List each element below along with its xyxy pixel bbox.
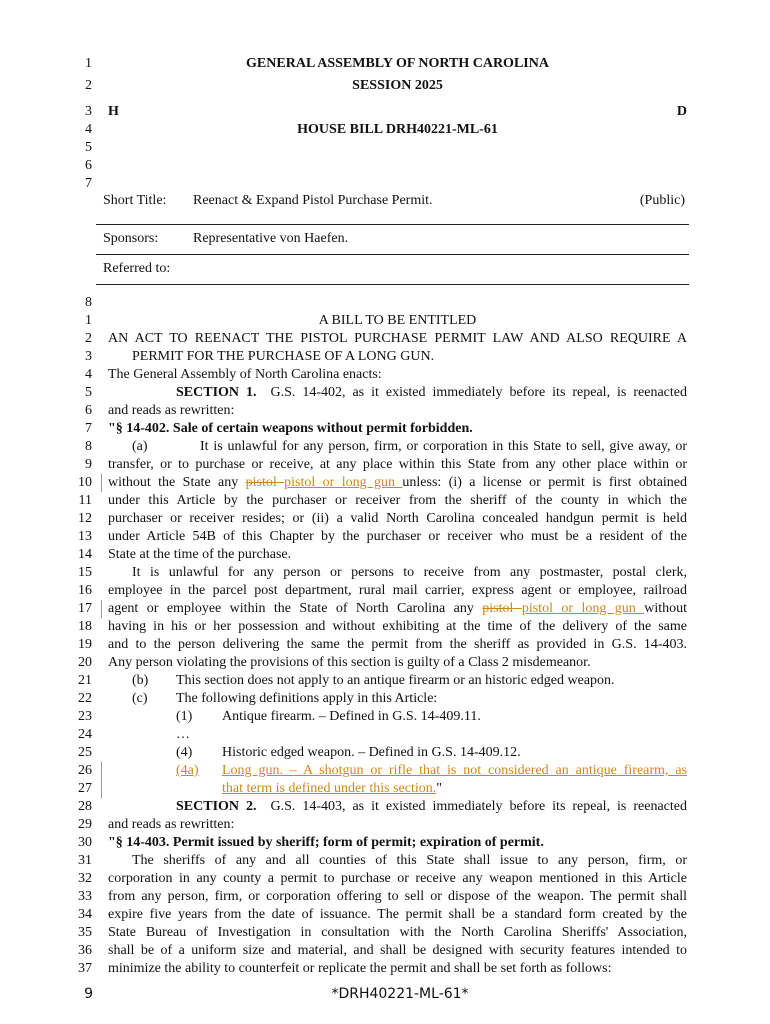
definition-tag: (4) (176, 745, 193, 760)
section-1-label: SECTION 1. (176, 385, 257, 400)
line-number: 7 (85, 421, 92, 436)
short-title-value: Reenact & Expand Pistol Purchase Permit. (193, 193, 433, 208)
text-line: shall be of a uniform size and material, and shall be designed with security features intended to (108, 943, 687, 958)
text-line: It is unlawful for any person or persons to receive from any postmaster, postal clerk, (132, 565, 687, 580)
section-2-text: G.S. 14-403, as it existed immediately before its repeal, is reenacted (270, 799, 687, 814)
line-number: 31 (78, 853, 92, 868)
line-number: 9 (85, 457, 92, 472)
short-title-type: (Public) (639, 193, 685, 208)
line-number: 1 (85, 313, 92, 328)
inserted-text: pistol or long gun (284, 475, 403, 490)
statute-heading: "§ 14-402. Sale of certain weapons without permit forbidden. (108, 421, 473, 436)
subsection-text: This section does not apply to an antique firearm or an historic edged weapon. (176, 673, 615, 688)
meta-divider (96, 254, 689, 255)
deleted-text: pistol (245, 475, 285, 490)
line-number: 24 (78, 727, 92, 742)
definition-text: Historic edged weapon. – Defined in G.S. 14-409.12. (222, 745, 521, 760)
definition-line-new-cont (222, 780, 687, 798)
text-line: expire five years from the date of issuance. The permit shall be a standard form created by the (108, 907, 687, 922)
text-line: under this Article by the purchaser or receiver from the sheriff of the county in which the (108, 493, 687, 508)
line-number: 33 (78, 889, 92, 904)
definition-line-new (176, 762, 687, 780)
text-fragment: agent or employee within the State of North Carolina any (108, 601, 483, 616)
line-number: 20 (78, 655, 92, 670)
page-number: 9 (84, 986, 93, 1002)
line-number: 8 (85, 295, 92, 310)
line-number: 6 (85, 158, 92, 173)
subsection-text: The following definitions apply in this Article: (176, 691, 438, 706)
line-number: 28 (78, 799, 92, 814)
subsection-tag: (c) (132, 691, 148, 706)
text-line: corporation in any county a permit to purchase or receive any weapon mentioned in this Article (108, 871, 687, 886)
text-line: from any person, firm, or corporation offering to sell or dispose of the weapon. The permit shall (108, 889, 687, 904)
section-2-line (176, 798, 687, 816)
section-1-text: G.S. 14-402, as it existed immediately before its repeal, is reenacted (270, 385, 687, 400)
line-number: 15 (78, 565, 92, 580)
line-number: 4 (85, 122, 92, 137)
subsection-tag: (b) (132, 673, 149, 688)
short-title-label: Short Title: (103, 193, 167, 208)
meta-divider (96, 284, 689, 285)
text-line: State Bureau of Investigation in consultation with the North Carolina Sheriffs' Association, (108, 925, 687, 940)
subsection-tag: (a) (132, 439, 148, 454)
definition-text: Antique firearm. – Defined in G.S. 14-409.11. (222, 709, 481, 724)
line-number: 7 (85, 176, 92, 191)
chamber-left: H (108, 104, 119, 119)
document-id: *DRH40221-ML-61* (331, 986, 469, 1002)
line-number: 25 (78, 745, 92, 760)
line-number: 22 (78, 691, 92, 706)
line-number: 11 (78, 493, 92, 508)
text-fragment: unless: (i) a license or permit is first obtained (402, 475, 688, 490)
bill-heading: A BILL TO BE ENTITLED (318, 313, 477, 328)
line-number: 26 (78, 763, 92, 778)
sponsors-label: Sponsors: (103, 231, 159, 246)
line-number: 29 (78, 817, 92, 832)
section-2-label: SECTION 2. (176, 799, 257, 814)
subsection-b-line (132, 672, 687, 690)
text-line: and reads as rewritten: (108, 403, 235, 418)
text-line: and to the person delivering the same the permit from the sheriff as provided in G.S. 14-403. (108, 637, 687, 652)
text-line: transfer, or to purchase or receive, at any place within this State from any other place within or (108, 457, 687, 472)
line-number: 32 (78, 871, 92, 886)
line-number: 27 (78, 781, 92, 796)
bill-id: HOUSE BILL DRH40221-ML-61 (297, 122, 498, 137)
text-line: The sheriffs of any and all counties of this State shall issue to any person, firm, or (132, 853, 687, 868)
subsection-text: It is unlawful for any person, firm, or corporation in this State to sell, give away, or (200, 439, 687, 454)
enacting-clause: The General Assembly of North Carolina enacts: (108, 367, 382, 382)
line-number: 16 (78, 583, 92, 598)
line-number: 18 (78, 619, 92, 634)
inserted-text: that term is defined under this section. (222, 781, 437, 796)
change-bar (101, 600, 102, 618)
session-title: SESSION 2025 (352, 78, 443, 93)
text-fragment: without (644, 601, 687, 616)
amended-line (108, 474, 687, 492)
closing-quote: " (436, 781, 442, 796)
assembly-title: GENERAL ASSEMBLY OF NORTH CAROLINA (246, 56, 549, 71)
change-bar (101, 474, 102, 492)
line-number: 19 (78, 637, 92, 652)
inserted-text: pistol or long gun (521, 601, 645, 616)
inserted-text: Long gun. – A shotgun or rifle that is not considered an antique firearm, as (222, 763, 687, 778)
line-number: 4 (85, 367, 92, 382)
text-fragment: without the State any (108, 475, 246, 490)
subsection-a-line (132, 438, 687, 456)
line-number: 6 (85, 403, 92, 418)
text-line: Any person violating the provisions of this section is guilty of a Class 2 misdemeanor. (108, 655, 591, 670)
definition-line (176, 708, 687, 726)
subsection-c-line (132, 690, 687, 708)
text-line: and reads as rewritten: (108, 817, 235, 832)
chamber-right: D (676, 104, 687, 119)
line-number: 21 (78, 673, 92, 688)
sponsors-value: Representative von Haefen. (193, 231, 349, 246)
line-number: 34 (78, 907, 92, 922)
line-number: 36 (78, 943, 92, 958)
statute-heading: "§ 14-403. Permit issued by sheriff; form of permit; expiration of permit. (108, 835, 544, 850)
text-line: purchaser or receiver resides; or (ii) a valid North Carolina concealed handgun permit is held (108, 511, 687, 526)
definition-tag: (1) (176, 709, 193, 724)
text-line: minimize the ability to counterfeit or replicate the permit and shall be set forth as follows: (108, 961, 612, 976)
line-number: 30 (78, 835, 92, 850)
line-number: 3 (85, 104, 92, 119)
line-number: 2 (85, 331, 92, 346)
line-number: 14 (78, 547, 92, 562)
line-number: 5 (85, 385, 92, 400)
meta-divider (96, 224, 689, 225)
line-number: 3 (85, 349, 92, 364)
line-number: 5 (85, 140, 92, 155)
text-line: under Article 54B of this Chapter by the purchaser or receiver who must be a resident of the (108, 529, 687, 544)
text-line: having in his or her possession and without exhibiting at the time of the delivery of the same (108, 619, 687, 634)
line-number: 12 (78, 511, 92, 526)
line-number: 35 (78, 925, 92, 940)
ellipsis: … (176, 727, 190, 742)
line-number: 17 (78, 601, 92, 616)
deleted-text: pistol (482, 601, 522, 616)
referred-label: Referred to: (103, 261, 171, 276)
section-1-line (176, 384, 687, 402)
line-number: 37 (78, 961, 92, 976)
amended-line (108, 600, 687, 618)
line-number: 23 (78, 709, 92, 724)
definition-tag: (4a) (176, 763, 199, 778)
line-number: 10 (78, 475, 92, 490)
act-title-cont: PERMIT FOR THE PURCHASE OF A LONG GUN. (132, 349, 435, 364)
line-number: 8 (85, 439, 92, 454)
act-title: AN ACT TO REENACT THE PISTOL PURCHASE PERMIT LAW AND ALSO REQUIRE A (108, 331, 687, 346)
change-bar (101, 762, 102, 798)
line-number: 2 (85, 78, 92, 93)
line-number: 13 (78, 529, 92, 544)
definition-line (176, 744, 687, 762)
line-number: 1 (85, 56, 92, 71)
text-line: employee in the parcel post department, rural mail carrier, express agent or employee, railroad (108, 583, 687, 598)
text-line: State at the time of the purchase. (108, 547, 292, 562)
